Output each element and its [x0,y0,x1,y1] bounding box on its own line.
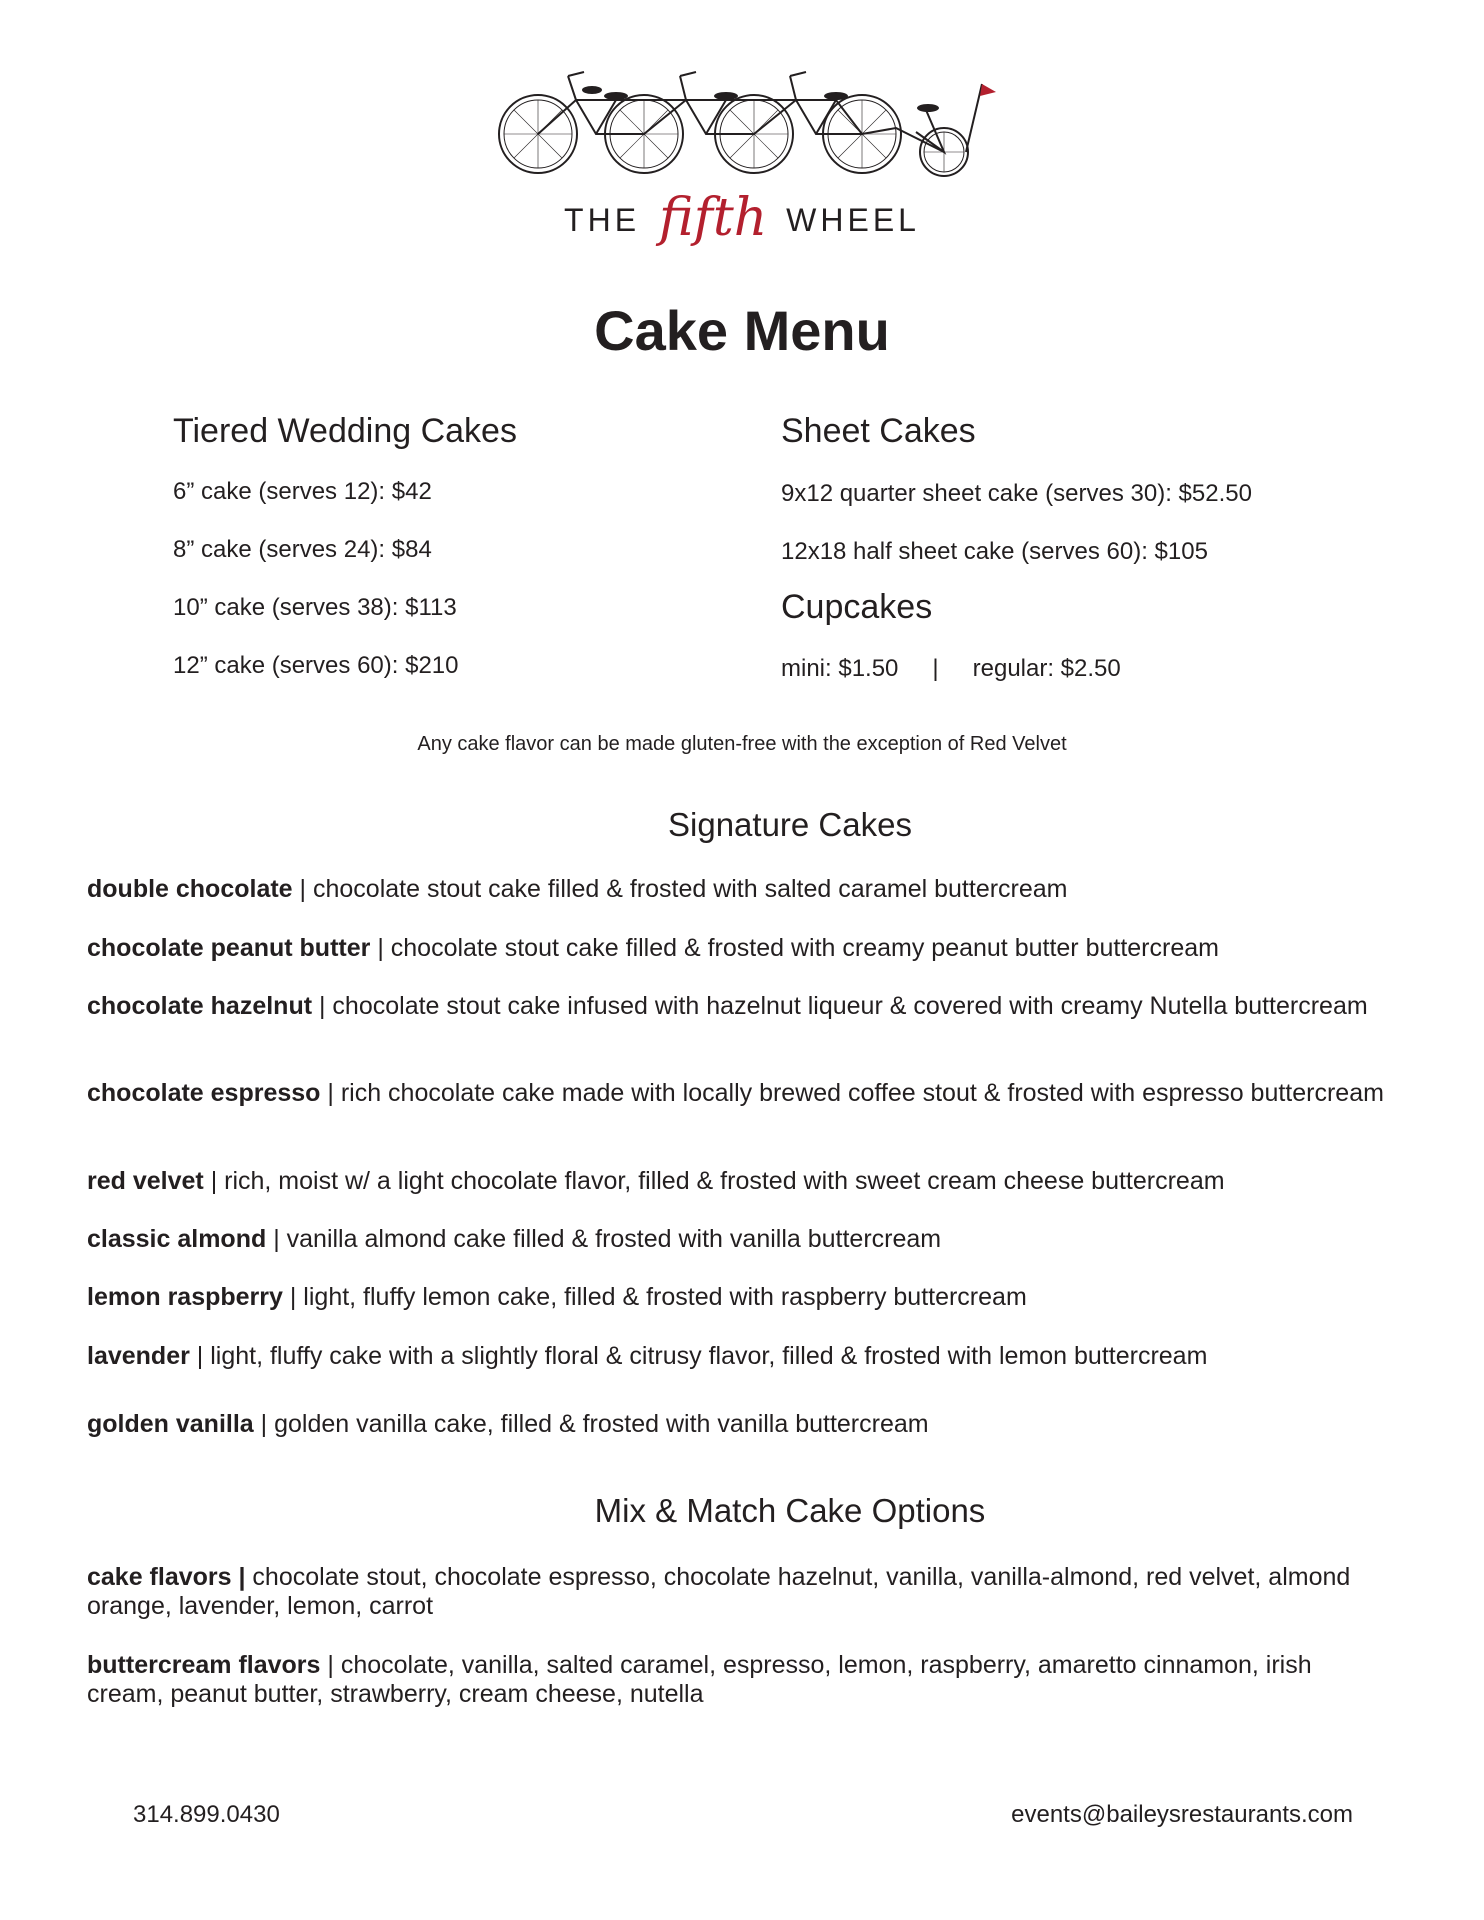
tiered-item: 6” cake (serves 12): $42 [173,478,432,505]
cake-description: | vanilla almond cake filled & frosted with vanilla buttercream [266,1225,942,1253]
cupcakes-regular: regular: $2.50 [972,655,1121,682]
cupcakes-mini: mini: $1.50 [781,655,899,682]
mix-label: buttercream flavors [87,1651,321,1679]
cake-name: double chocolate [87,875,293,903]
cake-description: | rich chocolate cake made with locally brewed coffee stout & frosted with espresso buttercream [320,1079,1384,1107]
signature-item [87,1342,1387,1371]
gluten-free-note: Any cake flavor can be made gluten-free with the exception of Red Velvet [417,733,1067,755]
cake-description: | chocolate stout cake filled & frosted with creamy peanut butter buttercream [370,934,1219,962]
signature-heading: Signature Cakes [668,806,912,843]
brand-fifth: fifth [658,188,768,248]
signature-item [87,1167,1387,1196]
cake-name: lavender [87,1342,190,1370]
tandem-bicycle-logo-icon [496,62,996,182]
cake-description: | chocolate stout cake infused with hazelnut liqueur & covered with creamy Nutella buttercream [312,992,1368,1020]
cupcakes-heading: Cupcakes [781,588,933,626]
sheet-heading: Sheet Cakes [781,412,976,450]
cake-description: | light, fluffy lemon cake, filled & frosted with raspberry buttercream [282,1283,1027,1311]
sheet-item: 9x12 quarter sheet cake (serves 30): $52.50 [781,480,1252,507]
cake-description: | light, fluffy cake with a slightly floral & citrusy flavor, filled & frosted with lemon buttercream [189,1342,1208,1370]
cake-name: classic almond [87,1225,267,1253]
cupcakes-separator: | [932,655,939,682]
page-title: Cake Menu [594,299,890,362]
cake-name: red velvet [87,1167,204,1195]
cake-name: chocolate peanut butter [87,934,371,962]
signature-item [87,1410,1387,1439]
signature-item [87,875,1387,904]
brand-wordmark [0,188,1484,248]
signature-item [87,992,1387,1021]
mix-item [87,1563,1387,1621]
mix-item [87,1651,1387,1709]
signature-item [87,934,1387,963]
brand-the: THE [564,202,641,238]
cake-name: golden vanilla [87,1410,254,1438]
footer-email: events@baileysrestaurants.com [1011,1801,1353,1828]
cake-name: lemon raspberry [87,1283,283,1311]
brand-wheel: WHEEL [786,202,920,238]
mix-description: | chocolate, vanilla, salted caramel, espresso, lemon, raspberry, amaretto cinnamon, irish cream, peanut butter, strawberry, cream cheese, nutella [87,1651,1312,1708]
mix-label: cake flavors | [87,1563,246,1591]
sheet-item: 12x18 half sheet cake (serves 60): $105 [781,538,1208,565]
mix-description: chocolate stout, chocolate espresso, chocolate hazelnut, vanilla, vanilla-almond, red velvet, almond orange, lavender, lemon, carrot [87,1563,1351,1620]
tiered-heading: Tiered Wedding Cakes [173,412,517,450]
tiered-item: 12” cake (serves 60): $210 [173,652,459,679]
signature-item [87,1283,1387,1312]
tiered-item: 10” cake (serves 38): $113 [173,594,457,621]
mix-match-heading: Mix & Match Cake Options [594,1492,986,1529]
cupcakes-prices [781,655,1121,683]
cake-description: | rich, moist w/ a light chocolate flavor, filled & frosted with sweet cream cheese buttercream [203,1167,1225,1195]
cake-name: chocolate hazelnut [87,992,313,1020]
cake-description: | chocolate stout cake filled & frosted with salted caramel buttercream [292,875,1068,903]
cake-name: chocolate espresso [87,1079,321,1107]
cake-description: | golden vanilla cake, filled & frosted with vanilla buttercream [253,1410,929,1438]
footer-phone: 314.899.0430 [133,1801,280,1828]
signature-item [87,1225,1387,1254]
tiered-item: 8” cake (serves 24): $84 [173,536,432,563]
signature-item [87,1079,1387,1108]
